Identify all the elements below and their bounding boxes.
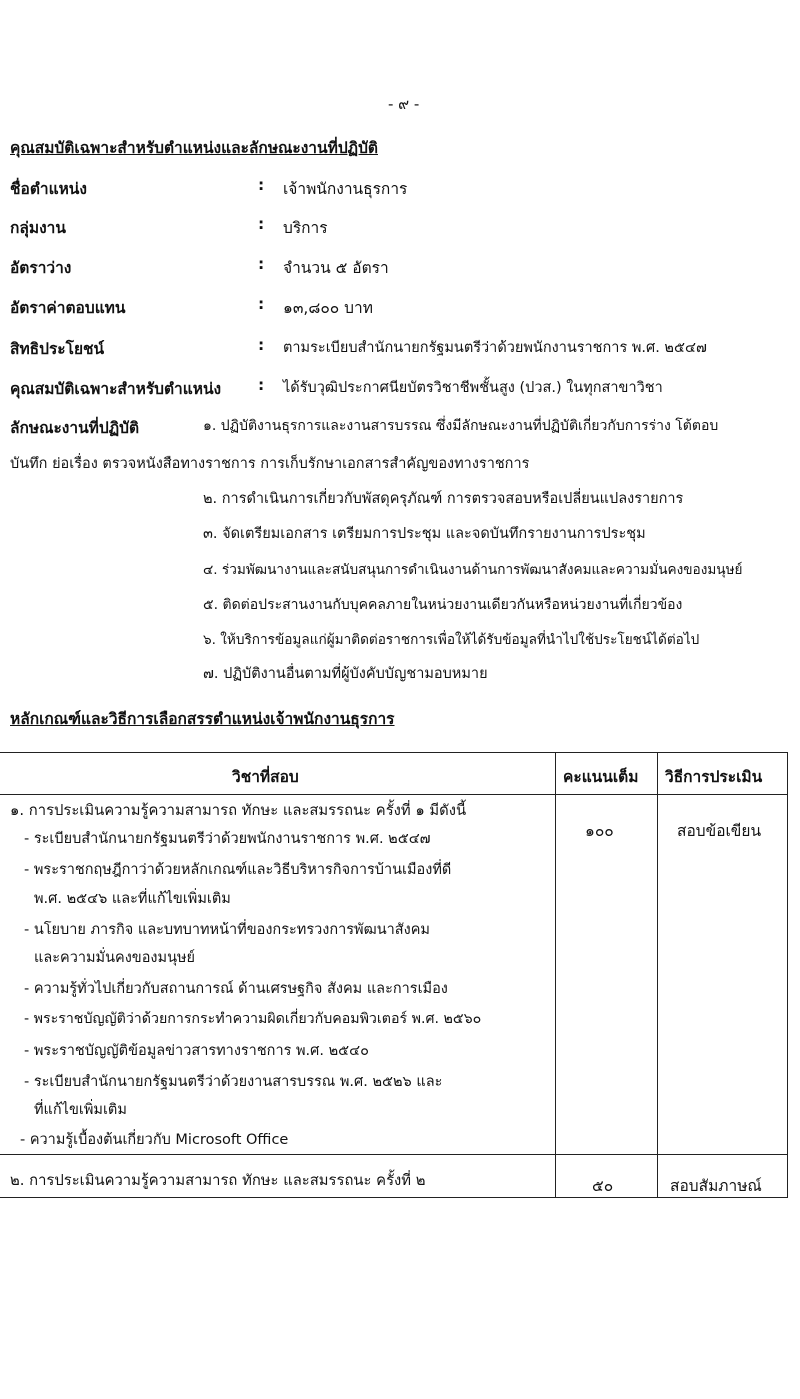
field-colon: : xyxy=(258,376,265,394)
row-title: ๒. การประเมินความรู้ความสามารถ ทักษะ และสมรรถนะ ครั้งที่ ๒ xyxy=(10,1172,426,1189)
exam-topic: - พระราชบัญญัติข้อมูลข่าวสารทางราชการ พ.ศ. ๒๕๔๐ xyxy=(24,1043,369,1059)
exam-topic: - นโยบาย ภารกิจ และบทบาทหน้าที่ของกระทรวงการพัฒนาสังคม xyxy=(24,922,430,938)
row-title: ๑. การประเมินความรู้ความสามารถ ทักษะ และสมรรถนะ ครั้งที่ ๑ มีดังนี้ xyxy=(10,802,467,819)
header-method: วิธีการประเมิน xyxy=(665,768,763,786)
field-label: อัตราว่าง xyxy=(10,259,72,277)
duty-item: ๒. การดำเนินการเกี่ยวกับพัสดุครุภัณฑ์ การตรวจสอบหรือเปลี่ยนแปลงรายการ xyxy=(203,491,684,507)
exam-topic-continued: พ.ศ. ๒๕๔๖ และที่แก้ไขเพิ่มเติม xyxy=(34,891,231,907)
field-label: กลุ่มงาน xyxy=(10,219,66,237)
field-value: เจ้าพนักงานธุรการ xyxy=(283,180,408,198)
exam-table xyxy=(0,752,788,1198)
field-value: จำนวน ๕ อัตรา xyxy=(283,259,389,277)
exam-topic: - ระเบียบสำนักนายกรัฐมนตรีว่าด้วยพนักงานราชการ พ.ศ. ๒๕๔๗ xyxy=(24,831,431,847)
duty-item: ๔. ร่วมพัฒนางานและสนับสนุนการดำเนินงานด้านการพัฒนาสังคมและความมั่นคงของมนุษย์ xyxy=(203,562,743,578)
qualifications-heading: คุณสมบัติเฉพาะสำหรับตำแหน่งและลักษณะงานที่ปฏิบัติ xyxy=(10,139,378,157)
row-method: สอบสัมภาษณ์ xyxy=(670,1177,762,1195)
duty-item: ๓. จัดเตรียมเอกสาร เตรียมการประชุม และจดบันทึกรายงานการประชุม xyxy=(203,526,646,542)
field-label: ชื่อตำแหน่ง xyxy=(10,180,87,198)
header-full-score: คะแนนเต็ม xyxy=(563,768,639,786)
exam-topic-continued: และความมั่นคงของมนุษย์ xyxy=(34,950,196,966)
exam-topic: - ความรู้ทั่วไปเกี่ยวกับสถานการณ์ ด้านเศรษฐกิจ สังคม และการเมือง xyxy=(24,981,448,997)
field-label: อัตราค่าตอบแทน xyxy=(10,299,126,317)
duty-item: ๗. ปฏิบัติงานอื่นตามที่ผู้บังคับบัญชามอบหมาย xyxy=(203,666,488,682)
field-colon: : xyxy=(258,255,265,273)
row-method: สอบข้อเขียน xyxy=(677,822,762,840)
field-colon: : xyxy=(258,295,265,313)
selection-criteria-heading: หลักเกณฑ์และวิธีการเลือกสรรตำแหน่งเจ้าพนักงานธุรการ xyxy=(10,710,395,728)
field-value: ตามระเบียบสำนักนายกรัฐมนตรีว่าด้วยพนักงานราชการ พ.ศ. ๒๕๔๗ xyxy=(283,340,707,356)
field-value: ได้รับวุฒิประกาศนียบัตรวิชาชีพชั้นสูง (ปวส.) ในทุกสาขาวิชา xyxy=(283,380,663,396)
field-value: บริการ xyxy=(283,219,328,237)
field-label: สิทธิประโยชน์ xyxy=(10,340,105,358)
row-score: ๑๐๐ xyxy=(585,822,614,840)
exam-topic: - พระราชบัญญัติว่าด้วยการกระทำความผิดเกี่ยวกับคอมพิวเตอร์ พ.ศ. ๒๕๖๐ xyxy=(24,1011,482,1027)
row-score: ๕๐ xyxy=(592,1177,614,1195)
duty-item: ๖. ให้บริการข้อมูลแก่ผู้มาติดต่อราชการเพื่อให้ได้รับข้อมูลที่นำไปใช้ประโยชน์ได้ต่อไป xyxy=(203,632,700,648)
field-value: ๑๓,๘๐๐ บาท xyxy=(283,299,373,317)
duties-label: ลักษณะงานที่ปฏิบัติ xyxy=(10,419,140,437)
duty-item: ๑. ปฏิบัติงานธุรการและงานสารบรรณ ซึ่งมีลักษณะงานที่ปฏิบัติเกี่ยวกับการร่าง โต้ตอบ xyxy=(203,418,719,434)
field-colon: : xyxy=(258,215,265,233)
duty-item: ๕. ติดต่อประสานงานกับบุคคลภายในหน่วยงานเดียวกันหรือหน่วยงานที่เกี่ยวข้อง xyxy=(203,597,683,613)
exam-topic: - ระเบียบสำนักนายกรัฐมนตรีว่าด้วยงานสารบรรณ พ.ศ. ๒๕๒๖ และ xyxy=(24,1074,443,1090)
field-label: คุณสมบัติเฉพาะสำหรับตำแหน่ง xyxy=(10,380,222,398)
exam-topic: - ความรู้เบื้องต้นเกี่ยวกับ Microsoft Office xyxy=(20,1132,289,1148)
exam-topic-continued: ที่แก้ไขเพิ่มเติม xyxy=(34,1102,127,1118)
header-subject: วิชาที่สอบ xyxy=(232,768,299,786)
field-colon: : xyxy=(258,176,265,194)
page-number: - ๙ - xyxy=(388,95,420,113)
exam-topic: - พระราชกฤษฎีกาว่าด้วยหลักเกณฑ์และวิธีบริหารกิจการบ้านเมืองที่ดี xyxy=(24,862,452,878)
field-colon: : xyxy=(258,336,265,354)
duty-item-continued: บันทึก ย่อเรื่อง ตรวจหนังสือทางราชการ การเก็บรักษาเอกสารสำคัญของทางราชการ xyxy=(10,456,530,472)
